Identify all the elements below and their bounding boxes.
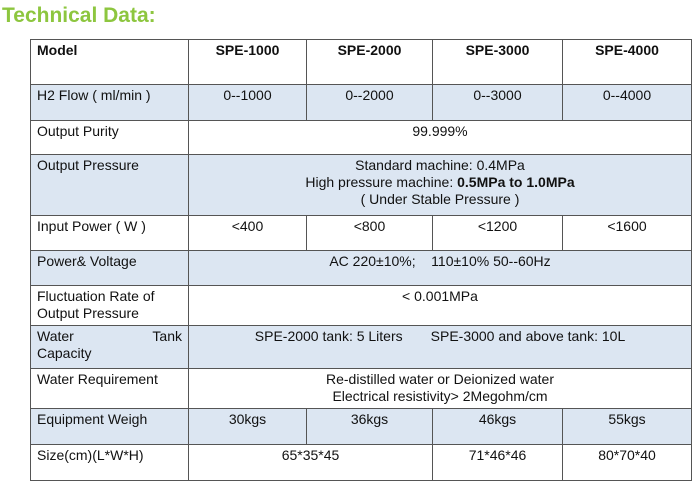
h2-flow-value: 0--4000 xyxy=(563,85,692,121)
fluctuation-label-line1: Fluctuation Rate of xyxy=(37,288,155,304)
input-power-value: <800 xyxy=(307,216,433,251)
table-row-input-power xyxy=(31,216,692,251)
fluctuation-label xyxy=(31,286,189,326)
water-tank-label-line2: Capacity xyxy=(37,345,92,361)
table-row-water-requirement xyxy=(31,369,692,409)
fluctuation-label-line2: Output Pressure xyxy=(37,305,139,321)
h2-flow-label: H2 Flow ( ml/min ) xyxy=(31,85,189,121)
water-tank-value-a: SPE-2000 tank: 5 Liters xyxy=(254,328,403,344)
equipment-weight-value: 46kgs xyxy=(433,409,563,445)
page-title: Technical Data: xyxy=(2,4,156,27)
table-row-water-tank xyxy=(31,326,692,369)
table-row-fluctuation xyxy=(31,286,692,326)
equipment-weight-value: 36kgs xyxy=(307,409,433,445)
model-spe-3000: SPE-3000 xyxy=(433,40,563,85)
table-row-power-voltage xyxy=(31,251,692,286)
model-spe-2000: SPE-2000 xyxy=(307,40,433,85)
output-purity-value: 99.999% xyxy=(189,121,692,155)
equipment-weight-label: Equipment Weigh xyxy=(31,409,189,445)
model-spe-1000: SPE-1000 xyxy=(189,40,307,85)
power-voltage-label: Power& Voltage xyxy=(31,251,189,286)
size-value-spe-1000-2000: 65*35*45 xyxy=(189,445,433,481)
water-tank-label xyxy=(31,326,189,369)
pressure-note: ( Under Stable Pressure ) xyxy=(360,191,520,207)
fluctuation-value: < 0.001MPa xyxy=(189,286,692,326)
water-requirement-line1: Re-distilled water or Deionized water xyxy=(326,371,554,387)
h2-flow-value: 0--1000 xyxy=(189,85,307,121)
table-row-h2-flow xyxy=(31,85,692,121)
table-row-output-pressure xyxy=(31,155,692,216)
equipment-weight-value: 30kgs xyxy=(189,409,307,445)
output-pressure-value xyxy=(189,155,692,216)
input-power-label: Input Power ( W ) xyxy=(31,216,189,251)
input-power-value: <1600 xyxy=(563,216,692,251)
water-requirement-label: Water Requirement xyxy=(31,369,189,409)
pressure-high-prefix: High pressure machine: xyxy=(305,174,458,190)
water-tank-value xyxy=(189,326,692,369)
water-tank-label-word1: Water xyxy=(37,328,74,344)
table-row-model xyxy=(31,40,692,85)
input-power-value: <400 xyxy=(189,216,307,251)
h2-flow-value: 0--3000 xyxy=(433,85,563,121)
table-row-output-purity xyxy=(31,121,692,155)
table-row-size xyxy=(31,445,692,481)
water-tank-value-b: SPE-3000 and above tank: 10L xyxy=(430,328,626,344)
output-pressure-label: Output Pressure xyxy=(31,155,189,216)
pressure-high xyxy=(195,174,685,191)
power-voltage-value: AC 220±10%; 110±10% 50--60Hz xyxy=(189,251,692,286)
water-requirement-line2: Electrical resistivity> 2Megohm/cm xyxy=(332,388,548,404)
water-requirement-value xyxy=(189,369,692,409)
output-purity-label: Output Purity xyxy=(31,121,189,155)
size-label: Size(cm)(L*W*H) xyxy=(31,445,189,481)
water-tank-label-word2: Tank xyxy=(152,328,182,344)
pressure-standard: Standard machine: 0.4MPa xyxy=(355,157,525,173)
pressure-high-range: 0.5MPa to 1.0MPa xyxy=(457,174,575,190)
equipment-weight-value: 55kgs xyxy=(563,409,692,445)
h2-flow-value: 0--2000 xyxy=(307,85,433,121)
table-row-equipment-weight xyxy=(31,409,692,445)
technical-data-table xyxy=(30,39,692,481)
size-value-spe-4000: 80*70*40 xyxy=(563,445,692,481)
size-value-spe-3000: 71*46*46 xyxy=(433,445,563,481)
input-power-value: <1200 xyxy=(433,216,563,251)
model-spe-4000: SPE-4000 xyxy=(563,40,692,85)
model-label: Model xyxy=(31,40,189,85)
water-tank-label-line1 xyxy=(37,328,182,345)
